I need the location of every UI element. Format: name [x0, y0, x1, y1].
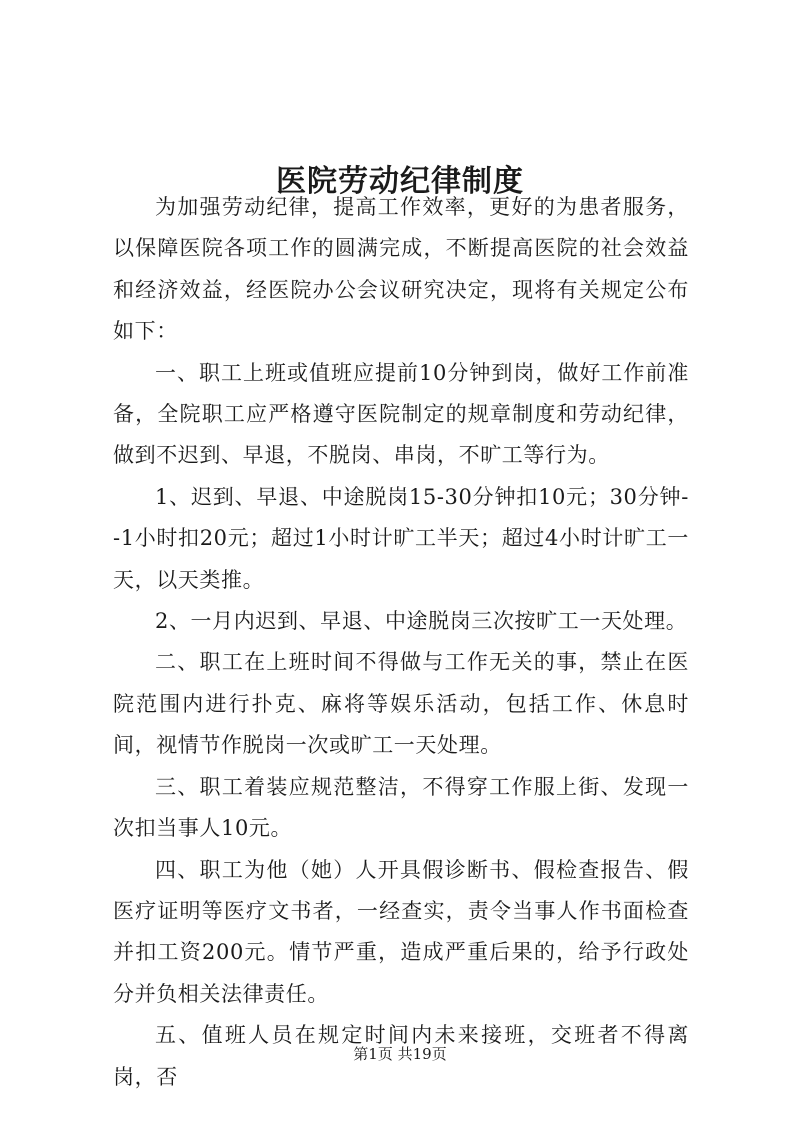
paragraph-rule-1-item-2: 2、一月内迟到、早退、中途脱岗三次按旷工一天处理。 [155, 609, 688, 634]
document-body [113, 187, 689, 1098]
paragraph-rule-4: 四、职工为他（她）人开具假诊断书、假检查报告、假医疗证明等医疗文书者，一经查实，责令当事人作书面检查并扣工资200元。情节严重，造成严重后果的，给予行政处分并负相关法律责任。 [113, 857, 689, 1006]
paragraph-rule-2: 二、职工在上班时间不得做与工作无关的事，禁止在医院范围内进行扑克、麻将等娱乐活动，包括工作、休息时间，视情节作脱岗一次或旷工一天处理。 [113, 650, 689, 758]
paragraph-rule-3: 三、职工着装应规范整洁，不得穿工作服上街、发现一次扣当事人10元。 [113, 774, 689, 841]
paragraph-rule-1-item-1: 1、迟到、早退、中途脱岗15-30分钟扣10元；30分钟--1小时扣20元；超过1小时计旷工半天；超过4小时计旷工一天，以天类推。 [113, 484, 689, 592]
page-footer: 第1页 共19页 [353, 1045, 447, 1063]
document-title: 医院劳动纪律制度 [276, 164, 524, 200]
paragraph-rule-1: 一、职工上班或值班应提前10分钟到岗，做好工作前准备，全院职工应严格遵守医院制定的规章制度和劳动纪律，做到不迟到、早退，不脱岗、串岗，不旷工等行为。 [113, 360, 689, 468]
paragraph-intro: 为加强劳动纪律，提高工作效率，更好的为患者服务，以保障医院各项工作的圆满完成，不断提高医院的社会效益和经济效益，经医院办公会议研究决定，现将有关规定公布如下： [113, 195, 689, 344]
paragraph-rule-5: 五、值班人员在规定时间内未来接班，交班者不得离岗，否 [113, 1023, 689, 1089]
